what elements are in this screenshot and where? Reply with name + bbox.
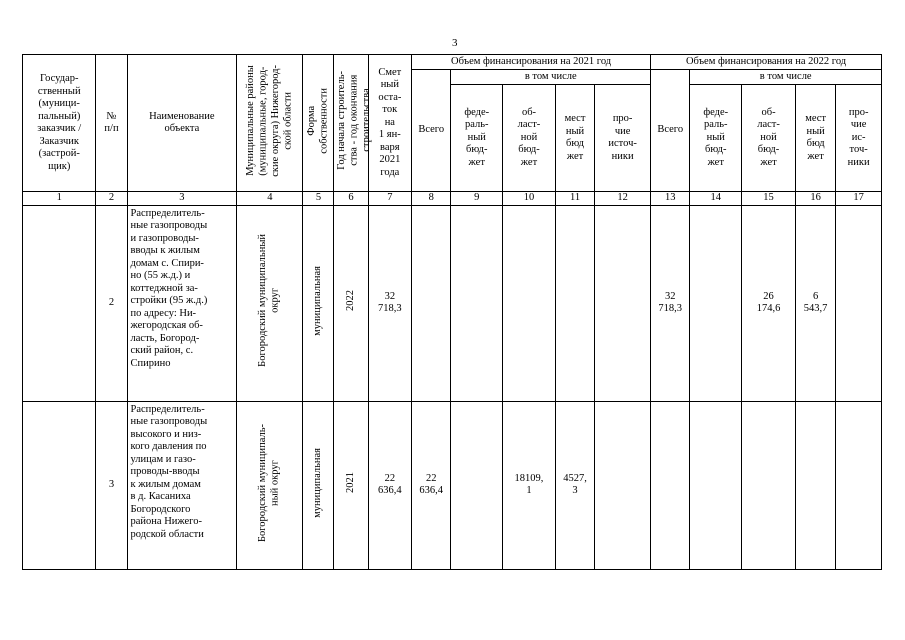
estimate-cell: 32 718,3 [368,205,411,401]
object-name: Распределитель- ные газопроводы и газопроводы- вводы к жилым домам с. Спири- но (55 ж.д.) и коттеджной за- стройки (95 ж.д.) по адресу: Ни- жегородская об- ласть, Богород- ский район, с. Спирино [127,205,237,401]
object-name: Распределитель- ные газопроводы высокого и низ- кого давления по улицам и газо- проводы-вводы к жилым домам в д. Касаниха Богородского района Нижего- родской области [127,401,237,569]
col-number: 14 [690,192,742,206]
header-estimate: Смет ный оста- ток на 1 ян- варя 2021 года [368,55,411,192]
table-row [23,205,882,401]
ownership-cell: муниципальная [303,401,334,569]
federal-2022 [690,205,742,401]
customer-cell [23,205,96,401]
local-2021 [555,205,594,401]
regional-2022: 26 174,6 [742,205,796,401]
years-cell: 2022 [334,205,368,401]
header-federal-2022: феде- раль- ный бюд- жет [690,85,742,192]
district-cell: Богородский муниципаль- ный округ [237,401,303,569]
row-number: 3 [96,401,127,569]
header-federal-2021: феде- раль- ный бюд- жет [451,85,503,192]
header-including-2022: в том числе [690,70,882,85]
federal-2021 [451,401,503,569]
header-local-2022: мест ный бюд жет [795,85,835,192]
col-number: 11 [555,192,594,206]
col-number: 17 [836,192,882,206]
total-2021 [412,205,451,401]
district-cell: Богородский муниципальный округ [237,205,303,401]
col-number: 12 [595,192,651,206]
header-regional-2021: об- ласт- ной бюд- жет [503,85,556,192]
col-number: 8 [412,192,451,206]
header-num: № п/п [96,55,127,192]
total-2022: 32 718,3 [651,205,690,401]
header-other-2021: про- чие источ- ники [595,85,651,192]
header-ownership: Форма собственности [303,55,334,192]
col-number: 4 [237,192,303,206]
local-2021: 4527, 3 [555,401,594,569]
header-total-2021: Всего [412,70,451,192]
federal-2021 [451,205,503,401]
financing-table [22,54,882,570]
other-2021 [595,401,651,569]
col-number: 3 [127,192,237,206]
regional-2022 [742,401,796,569]
local-2022: 6 543,7 [795,205,835,401]
header-fin2022: Объем финансирования на 2022 год [651,55,882,70]
header-years: Год начала строитель- ства - год окончания строительства [334,55,368,192]
col-number: 9 [451,192,503,206]
header-total-2022: Всего [651,70,690,192]
estimate-cell: 22 636,4 [368,401,411,569]
header-other-2022: про- чие ис- точ- ники [836,85,882,192]
total-2021: 22 636,4 [412,401,451,569]
col-number: 16 [795,192,835,206]
header-customer: Государ- ственный (муници- пальный) заказчик / Заказчик (застрой- щик) [23,55,96,192]
row-number: 2 [96,205,127,401]
col-number: 10 [503,192,556,206]
col-number: 2 [96,192,127,206]
customer-cell [23,401,96,569]
col-number: 1 [23,192,96,206]
regional-2021: 18109, 1 [503,401,556,569]
header-district: Муниципальные районы (муниципальные, город- ские округа) Нижегород- ской области [237,55,303,192]
header-including-2021: в том числе [451,70,651,85]
other-2022 [836,401,882,569]
ownership-cell: муниципальная [303,205,334,401]
table-row [23,401,882,569]
header-regional-2022: об- ласт- ной бюд- жет [742,85,796,192]
header-local-2021: мест ный бюд жет [555,85,594,192]
header-object-name: Наименование объекта [127,55,237,192]
regional-2021 [503,205,556,401]
other-2022 [836,205,882,401]
col-number: 6 [334,192,368,206]
col-number: 7 [368,192,411,206]
col-number: 13 [651,192,690,206]
col-number: 15 [742,192,796,206]
years-cell: 2021 [334,401,368,569]
col-number: 5 [303,192,334,206]
local-2022 [795,401,835,569]
other-2021 [595,205,651,401]
federal-2022 [690,401,742,569]
header-fin2021: Объем финансирования на 2021 год [412,55,651,70]
total-2022 [651,401,690,569]
page-number: 3 [452,37,458,49]
